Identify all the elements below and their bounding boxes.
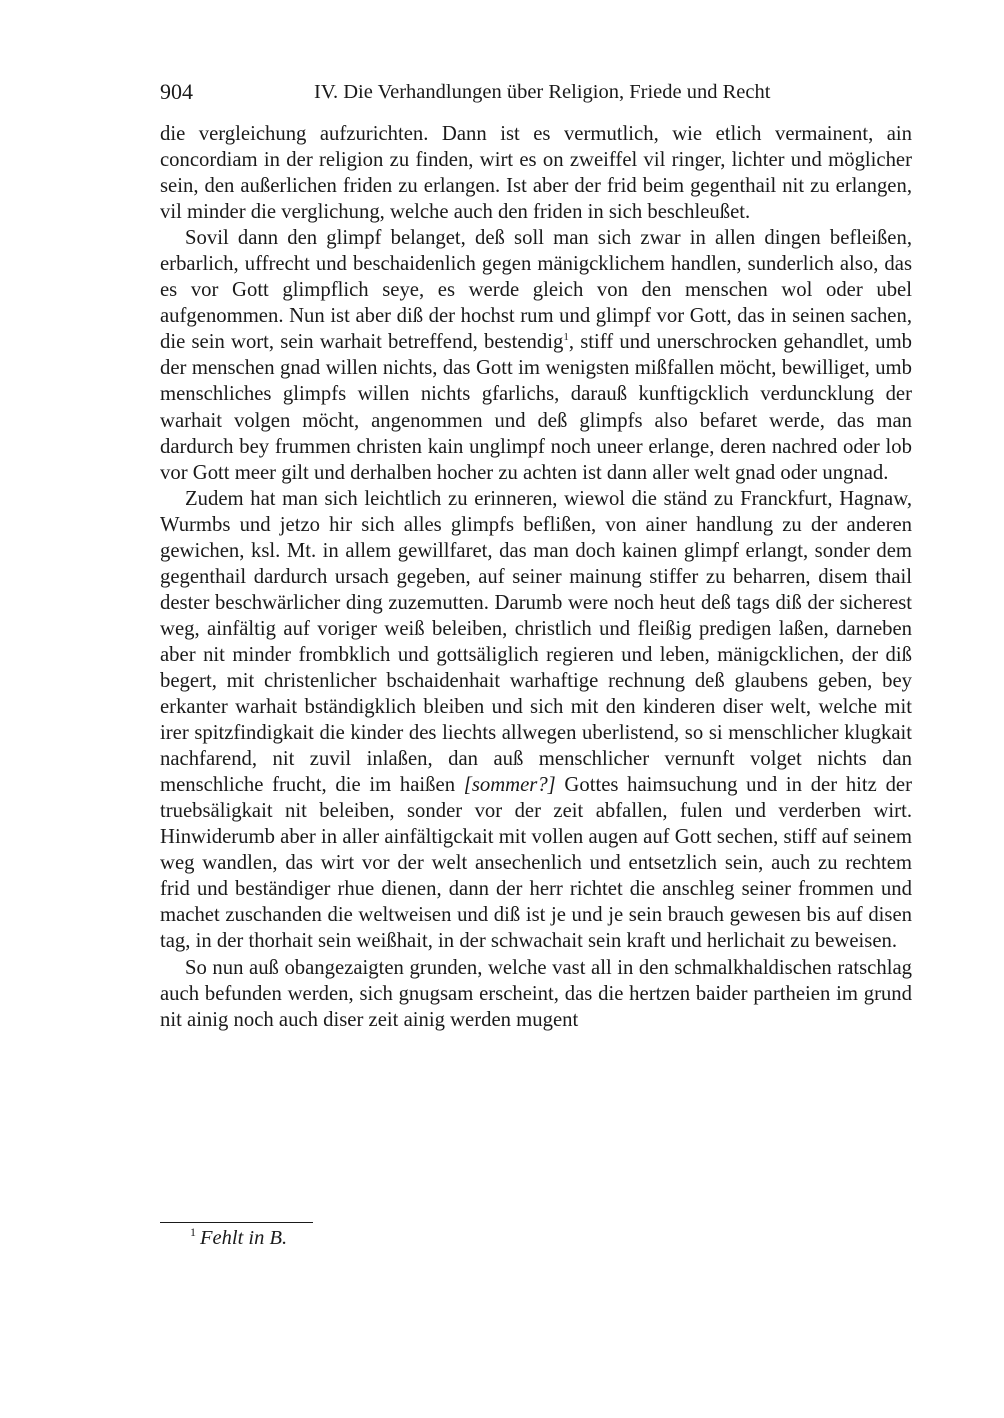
footnote-reference[interactable]: 1 (563, 331, 569, 344)
paragraph-3 (160, 486, 912, 955)
footnote-text: Fehlt in B. (200, 1227, 288, 1249)
paragraph-2 (160, 225, 912, 485)
footnote-divider (160, 1222, 313, 1223)
page-number: 904 (160, 79, 193, 104)
paragraph-2-part-a: Sovil dann den glimpf belanget, deß soll man sich zwar in allen dingen befleißen, erbarlich, uffrecht und beschaidenlich gegen mänigcklichem handlen, sunderlich also, das es vor Gott glimpflich seye, es werde gleich von den menschen wol oder ubel aufgenommen. Nun ist aber diß der hochst rum und glimpf vor Gott, das in seinen sachen, die sein wort, sein warhait betreffend, bestendig (160, 227, 912, 354)
body-text (160, 121, 912, 1033)
running-title: IV. Die Verhandlungen über Religion, Friede und Recht (314, 81, 771, 103)
paragraph-1: die vergleichung aufzurichten. Dann ist es vermutlich, wie etlich vermainent, ain concordiam in der religion zu finden, wirt es on zweiffel vil ringer, lichter und möglicher sein, den außerlichen friden zu erlangen. Ist aber der frid beim gegenthail nit zu erlangen, vil minder die verglichung, welche auch den friden in sich beschleußet. (160, 123, 912, 224)
page-header (160, 79, 912, 109)
footnote-number: 1 (190, 1225, 196, 1240)
footnote (190, 1227, 287, 1250)
editorial-conjecture: [sommer?] (463, 774, 556, 797)
paragraph-2-part-b: , stiff und unerschrocken gehandlet, umb der menschen gnad willen nichts, das Gott im wenigsten mißfallen möcht, bewilliget, umb menschliches glimpfs willen nichts gfarlichs, darauß kunftigcklich verduncklung der warhait volgen möcht, angenommen und deß glimpfs also befaret werde, das man dardurch bey frummen christen kain unglimpf noch uneer erlange, deren nachred oder lob vor Gott meer gilt und derhalben hocher zu achten ist dann aller welt gnad oder ungnad. (160, 331, 912, 484)
paragraph-4: So nun auß obangezaigten grunden, welche vast all in den schmalkhaldischen ratschlag auch befunden werden, sich gnugsam erscheint, das die hertzen baider partheien im grund nit ainig noch auch diser zeit ainig werden mugent (160, 956, 912, 1031)
paragraph-3-part-a: Zudem hat man sich leichtlich zu erinneren, wiewol die ständ zu Franckfurt, Hagnaw, Wurmbs und jetzo hir sich alles glimpfs beflißen, von ainer handlung zu der anderen gewichen, ksl. Mt. in allem gewillfaret, das man doch kainen glimpf erlangt, sonder dem gegenthail dardurch ursach gegeben, auf seiner mainung stiffer zu beharren, disem thail dester beschwärlicher ding zuzemutten. Darumb were noch heut deß tags diß der sicherest weg, ainfältig auf voriger weiß beleiben, christlich und fleißig predigen laßen, darneben aber nit minder frombklich und gottsäliglich regieren und leben, mänigcklichen, der diß begert, mit christenlicher bschaidenhait warhaftige rechnung deß glaubens geben, bey erkanter warhait bständigklich bleiben und sich mit den kinderen diser welt, welche mit irer spitzfindigkait die kinder des liechts allwegen uberlistend, so si menschlicher klugkait nachfarend, nit zuvil inlaßen, dan auß menschlicher vernunft volget nichts dan menschliche frucht, die im haißen (160, 487, 912, 797)
paragraph-3-part-b: Gottes haimsuchung und in der hitz der truebsäligkait nit beleiben, sonder vor der zeit abfallen, fulen und verderben wirt. Hinwiderumb aber in aller ainfältigckait mit vollen augen auf Gott sechen, stiff auf seinem weg wandlen, das wirt vor der welt ansechenlich und entsetzlich sein, auch zu rechtem frid und beständiger rhue dienen, dann der herr richtet die anschleg seiner frommen und machet zuschanden die weltweisen und diß ist je und je sein brauch gewesen bis auf disen tag, in der thorhait sein weißhait, in der schwachait sein kraft und herlichait zu beweisen. (160, 774, 912, 953)
